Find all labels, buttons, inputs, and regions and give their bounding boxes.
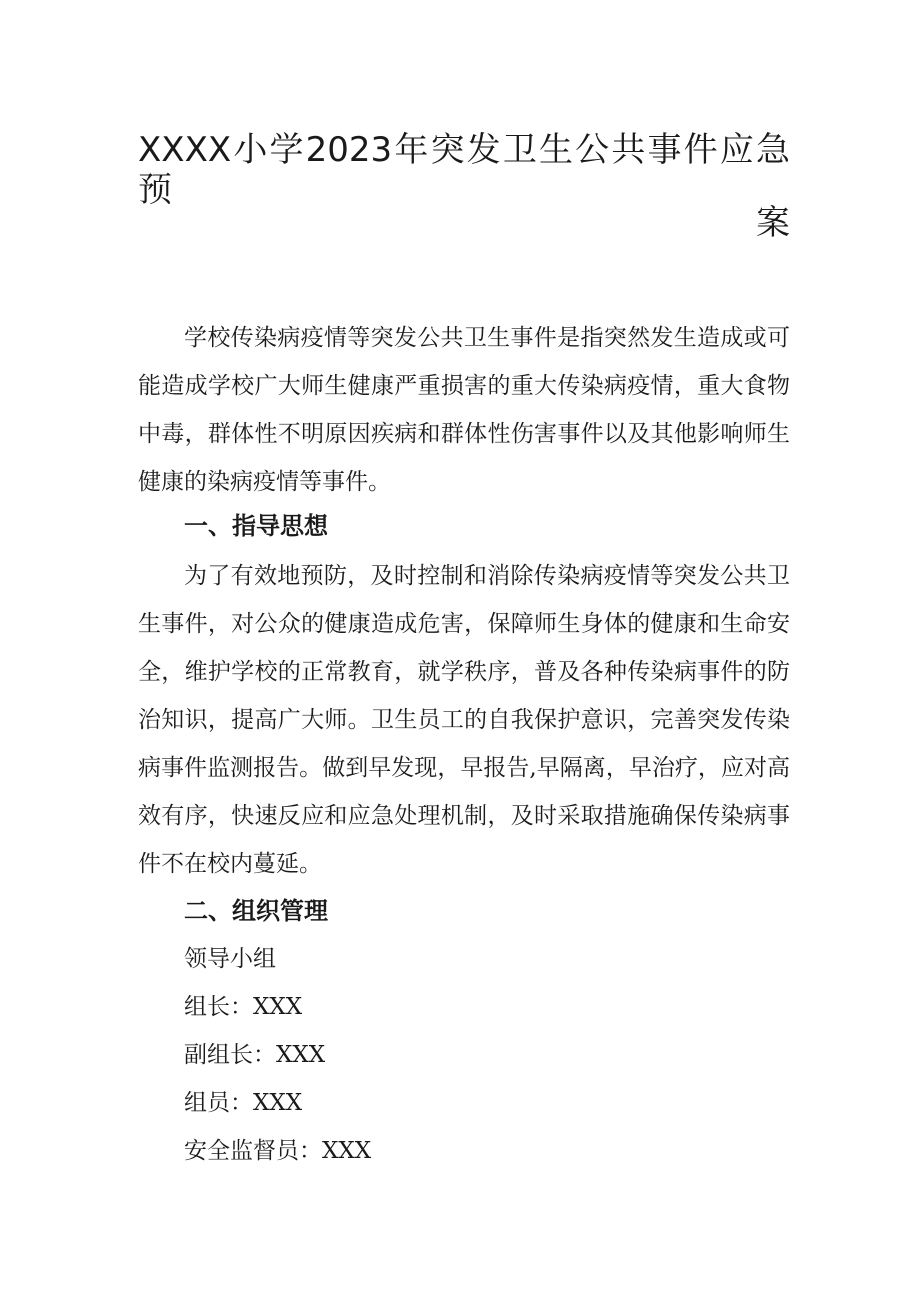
document-title-line1: XXXX小学2023年突发卫生公共事件应急预 [138,130,790,210]
team-label: 领导小组 [184,946,276,972]
team-safety-supervisor: 安全监督员：XXX [184,1138,372,1164]
section1-paragraph: 为了有效地预防，及时控制和消除传染病疫情等突发公共卫生事件，对公众的健康造成危害，保障师生身体的健康和生命安全，维护学校的正常教育，就学秩序，普及各种传染病事件的防治知识，提高广大师。卫生员工的自我保护意识，完善突发传染病事件监测报告。做到早发现，早报告,早隔离，早治疗，应对高效有序，快速反应和应急处理机制，及时采取措施确保传染病事件不在校内蔓延。 [138,563,790,877]
team-deputy-leader: 副组长：XXX [184,1042,326,1068]
team-members: 组员：XXX [184,1090,303,1116]
section2-heading: 二、组织管理 [184,897,328,925]
document-title-line2: 案 [756,203,790,243]
intro-paragraph: 学校传染病疫情等突发公共卫生事件是指突然发生造成或可能造成学校广大师生健康严重损害的重大传染病疫情，重大食物中毒，群体性不明原因疾病和群体性伤害事件以及其他影响师生健康的染病疫情等事件。 [138,325,790,495]
team-leader: 组长：XXX [184,994,303,1020]
section1-heading: 一、指导思想 [184,512,328,540]
